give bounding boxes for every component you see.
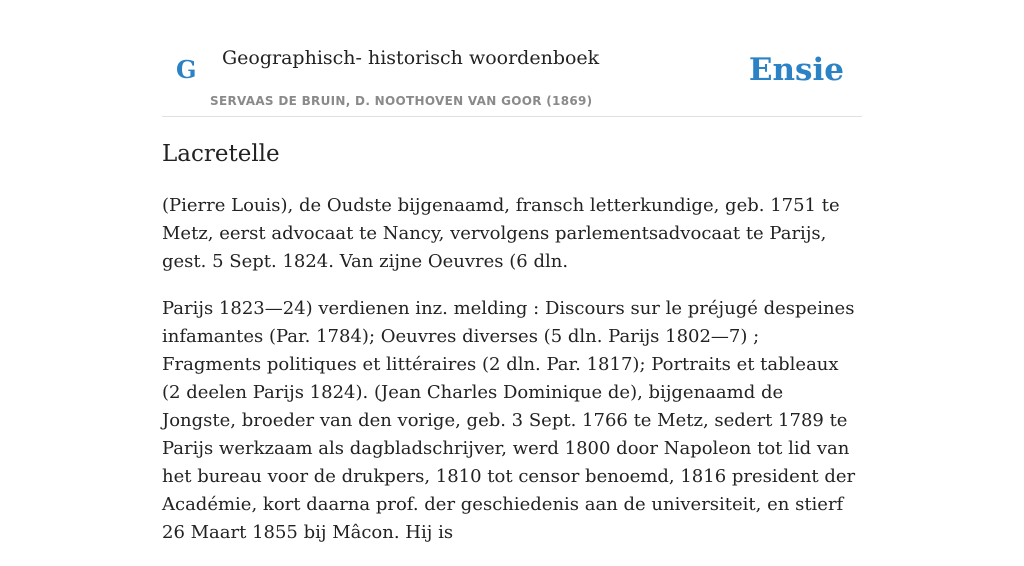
book-title: Geographisch- historisch woordenboek <box>222 47 600 69</box>
book-authors: SERVAAS DE BRUIN, D. NOOTHOVEN VAN GOOR (1869) <box>210 94 593 108</box>
entry-paragraph: Parijs 1823—24) verdienen inz. melding : Discours sur le préjugé despeines infamantes (Par. 1784); Oeuvres diverses (5 dln. Parijs 1802—7) ; Fragments politiques et littéraires (2 dln. Par. 1817); Portraits et tableaux (2 deelen Parijs 1824). (Jean Charles Dominique de), bijgenaamd de Jongste, broeder van den vorige, geb. 3 Sept. 1766 te Metz, sedert 1789 te Parijs werkzaam als dagbladschrijver, werd 1800 door Napoleon tot lid van het bureau voor de drukpers, 1810 tot censor benoemd, 1816 president der Académie, kort daarna prof. der geschiedenis aan de universiteit, en stierf 26 Maart 1855 bij Mâcon. Hij is <box>162 298 856 543</box>
book-header <box>162 0 862 117</box>
site-logo[interactable]: Ensie <box>748 52 844 88</box>
entry-paragraph: (Pierre Louis), de Oudste bijgenaamd, fransch letterkundige, geb. 1751 te Metz, eerst advocaat te Nancy, vervolgens parlementsadvocaat te Parijs, gest. 5 Sept. 1824. Van zijne Oeuvres (6 dln. <box>162 195 840 272</box>
entry-body <box>162 192 862 566</box>
entry-title: Lacretelle <box>162 141 280 167</box>
page <box>162 0 862 543</box>
book-letter-link[interactable]: G <box>176 55 197 84</box>
